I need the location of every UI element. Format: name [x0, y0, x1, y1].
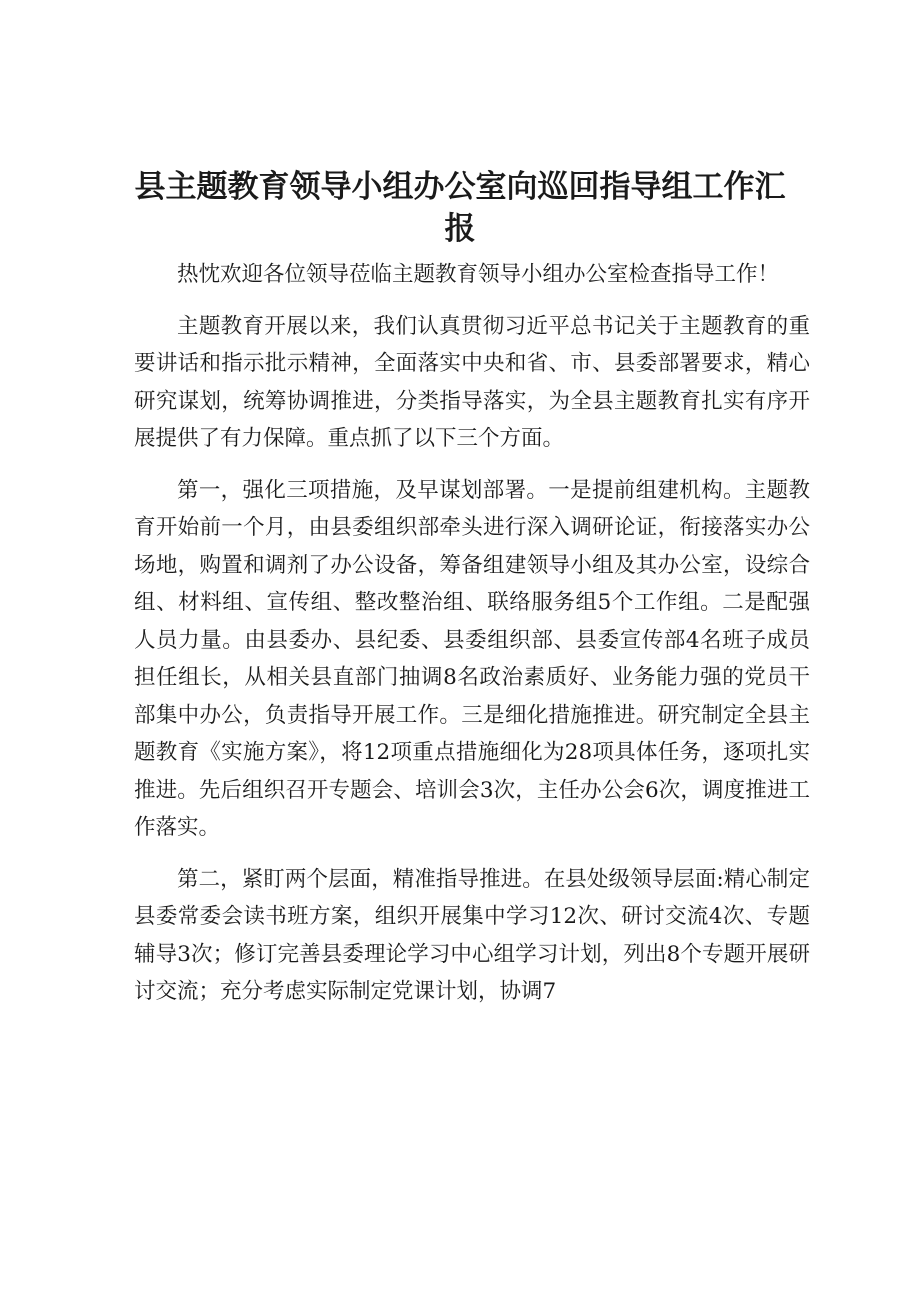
paragraph-welcome: 热忱欢迎各位领导莅临主题教育领导小组办公室检查指导工作！ [177, 262, 780, 287]
document-title: 县主题教育领导小组办公室向巡回指导组工作汇报 [134, 169, 786, 247]
paragraph-overview: 主题教育开展以来，我们认真贯彻习近平总书记关于主题教育的重要讲话和指示批示精神，全面落实中央和省、市、县委部署要求，精心研究谋划，统筹协调推进，分类指导落实，为全县主题教育扎实有序开展提供了有力保障。重点抓了以下三个方面。 [134, 313, 810, 451]
paragraph-first-measure: 第一，强化三项措施，及早谋划部署。一是提前组建机构。主题教育开始前一个月，由县委组织部牵头进行深入调研论证，衔接落实办公场地，购置和调剂了办公设备，筹备组建领导小组及其办公室，设综合组、材料组、宣传组、整改整治组、联络服务组5个工作组。二是配强人员力量。由县委办、县纪委、县委组织部、县委宣传部4名班子成员担任组长，从相关县直部门抽调8名政治素质好、业务能力强的党员干部集中办公，负责指导开展工作。三是细化措施推进。研究制定全县主题教育《实施方案》，将12项重点措施细化为28项具体任务，逐项扎实推进。先后组织召开专题会、培训会3次，主任办公会6次，调度推进工作落实。 [134, 477, 810, 840]
paragraph-second-measure: 第二，紧盯两个层面，精准指导推进。在县处级领导层面:精心制定县委常委会读书班方案，组织开展集中学习12次、研讨交流4次、专题辅导3次；修订完善县委理论学习中心组学习计划，列出8个专题开展研讨交流；充分考虑实际制定党课计划，协调7 [134, 866, 810, 1004]
document-body [134, 256, 810, 1025]
